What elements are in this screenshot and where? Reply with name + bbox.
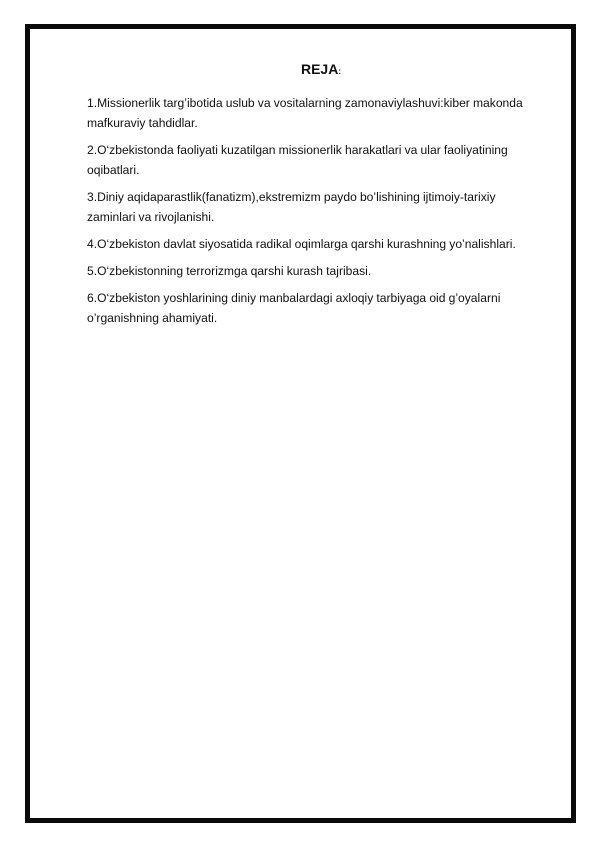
plan-item-6-line2: o’rganishning ahamiyati. <box>87 311 218 325</box>
plan-item-3-line1: 3.Diniy aqidaparastlik(fanatizm),ekstremizm paydo bo’lishining ijtimoiy-tarixiy <box>87 190 496 204</box>
plan-item-1-line2: mafkuraviy tahdidlar. <box>87 116 198 130</box>
plan-item-6-line1: 6.O‘zbekiston yoshlarining diniy manbalardagi axloqiy tarbiyaga oid g’oyalarni <box>87 291 501 305</box>
plan-item-6 <box>87 288 557 328</box>
plan-item-2-line1: 2.O‘zbekistonda faoliyati kuzatilgan missionerlik harakatlari va ular faoliyatining <box>87 143 508 157</box>
plan-item-3-line2: zaminlari va rivojlanishi. <box>87 210 215 224</box>
plan-item-4 <box>87 234 557 254</box>
plan-item-1-line1: 1.Missionerlik targ’ibotida uslub va vositalarning zamonaviylashuvi:kiber makonda <box>87 96 523 110</box>
plan-item-5 <box>87 261 557 281</box>
plan-item-4-line1: 4.O‘zbekiston davlat siyosatida radikal oqimlarga qarshi kurashning yo’nalishlari. <box>87 237 516 251</box>
plan-item-1 <box>87 93 557 133</box>
plan-list <box>87 93 557 335</box>
plan-item-2 <box>87 140 557 180</box>
title-text: REJA <box>300 61 339 77</box>
title-colon: : <box>338 67 342 76</box>
plan-item-5-line1: 5.O‘zbekistonning terrorizmga qarshi kurash tajribasi. <box>87 264 372 278</box>
page-title <box>0 59 596 82</box>
plan-item-2-line2: oqibatlari. <box>87 163 140 177</box>
plan-item-3 <box>87 187 557 227</box>
